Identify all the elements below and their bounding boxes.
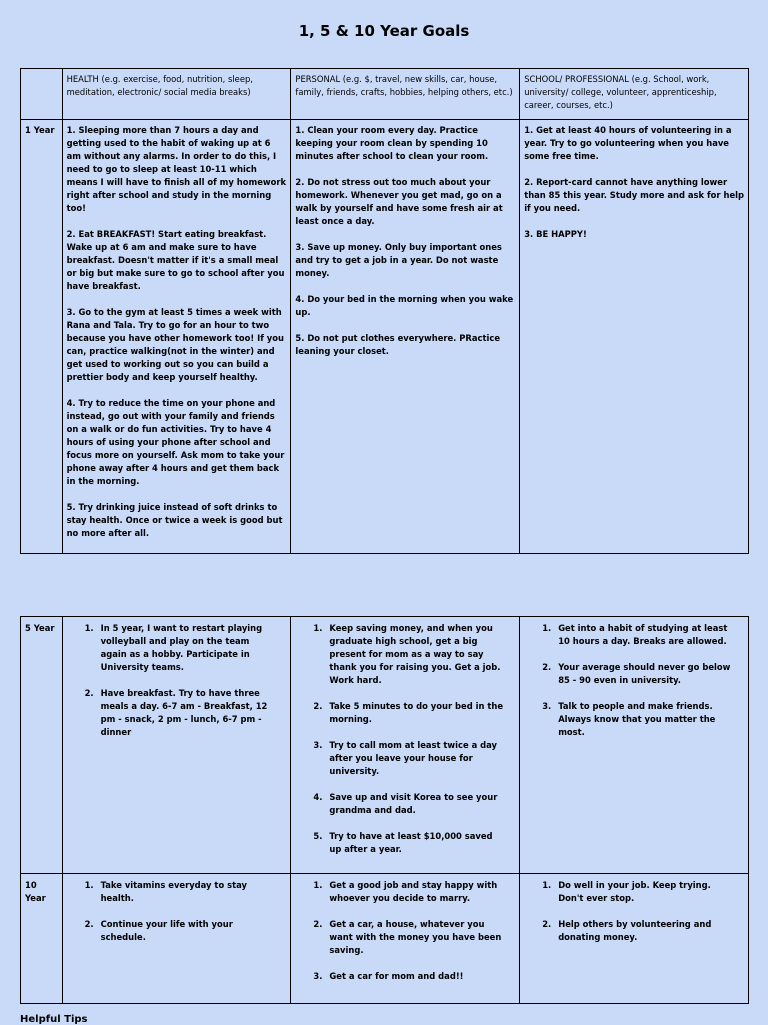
- list-item: 2. Your average should never go below 85 - 90 even in university.: [542, 662, 731, 685]
- cell-5-year-health: [62, 617, 291, 874]
- list-item: 3. Try to call mom at least twice a day after you leave your house for university.: [313, 740, 498, 776]
- list-item: 1. Keep saving money, and when you graduate high school, get a big present for mom as a way to say thank you for raising you. Get a job. Work hard.: [313, 623, 501, 685]
- list-item: 5. Try to have at least $10,000 saved up after a year.: [313, 831, 493, 854]
- list-item: 1. In 5 year, I want to restart playing volleyball and play on the team again as a hobby. Participate in University teams.: [84, 623, 263, 672]
- goal-item: 1. Sleeping more than 7 hours a day and getting used to the habit of waking up at 6 am without any alarms. In order to do this, I need to go to sleep at least 10-11 which means I will have to finish all of my homework right after school and study in the morning too!: [66, 125, 287, 213]
- row-label-5-year: 5 Year: [21, 617, 63, 874]
- goal-item: 3. BE HAPPY!: [524, 229, 587, 239]
- page-title: 1, 5 & 10 Year Goals: [298, 22, 470, 40]
- list-item: 1. Get into a habit of studying at least 10 hours a day. Breaks are allowed.: [542, 623, 728, 646]
- list-item: 1. Do well in your job. Keep trying. Don't ever stop.: [542, 880, 711, 903]
- list-item: 2. Get a car, a house, whatever you want with the money you have been saving.: [313, 919, 502, 955]
- goal-item: 3. Save up money. Only buy important ones and try to get a job in a year. Do not waste money.: [295, 242, 502, 278]
- cell-1-year-health: [62, 120, 291, 554]
- header-row: [21, 69, 749, 120]
- list-item: 3. Talk to people and make friends. Always know that you matter the most.: [542, 701, 716, 737]
- list-item: 1. Take vitamins everyday to stay health.: [84, 880, 247, 903]
- table-row-10-year: [21, 874, 749, 1004]
- goal-item: 4. Do your bed in the morning when you wake up.: [295, 294, 514, 317]
- header-empty-cell: [21, 69, 63, 120]
- goal-item: 1. Get at least 40 hours of volunteering in a year. Try to go volunteering when you have some free time.: [524, 125, 732, 161]
- cell-10-year-personal: [291, 874, 520, 1004]
- list-item: 4. Save up and visit Korea to see your grandma and dad.: [313, 792, 498, 815]
- goal-item: 2. Report-card cannot have anything lower than 85 this year. Study more and ask for help if you need.: [524, 177, 744, 213]
- goal-item: 5. Try drinking juice instead of soft drinks to stay health. Once or twice a week is good but no more after all.: [66, 502, 283, 538]
- list-item: 2. Help others by volunteering and donating money.: [542, 919, 712, 942]
- goal-item: 2. Do not stress out too much about your homework. Whenever you get mad, go on a walk by yourself and have some fresh air at least once a day.: [295, 177, 503, 226]
- cell-5-year-personal: [291, 617, 520, 874]
- goals-table-5-10-year: [20, 616, 749, 1004]
- list-item: 2. Continue your life with your schedule.: [84, 919, 233, 942]
- helpful-tips-heading: Helpful Tips: [20, 1014, 88, 1025]
- goal-item: 5. Do not put clothes everywhere. PRactice leaning your closet.: [295, 333, 501, 356]
- goal-item: 1. Clean your room every day. Practice keeping your room clean by spending 10 minutes after school to clean your room.: [295, 125, 489, 161]
- goal-item: 3. Go to the gym at least 5 times a week with Rana and Tala. Try to go for an hour to two because you have other homework too! If you can, practice walking(not in the winter) and get used to working out so you can build a prettier body and keep yourself healthy.: [66, 307, 284, 382]
- table-row-1-year: [21, 120, 749, 554]
- cell-10-year-school: [520, 874, 749, 1004]
- cell-1-year-personal: [291, 120, 520, 554]
- list-item: 1. Get a good job and stay happy with whoever you decide to marry.: [313, 880, 498, 903]
- list-item: 2. Have breakfast. Try to have three meals a day. 6-7 am - Breakfast, 12 pm - snack, 2 pm - lunch, 6-7 pm - dinner: [84, 688, 268, 737]
- row-label-10-year: 10 Year: [21, 874, 63, 1004]
- header-health: HEALTH (e.g. exercise, food, nutrition, sleep, meditation, electronic/ social media breaks): [62, 69, 291, 120]
- goal-item: 2. Eat BREAKFAST! Start eating breakfast. Wake up at 6 am and make sure to have breakfast. Doesn't matter if it's a small meal or big but make sure to go to school after you have breakfast.: [66, 229, 285, 291]
- row-label-1-year: 1 Year: [21, 120, 63, 554]
- table-row-5-year: [21, 617, 749, 874]
- list-item: 3. Get a car for mom and dad!!: [313, 971, 464, 981]
- header-personal: PERSONAL (e.g. $, travel, new skills, car, house, family, friends, crafts, hobbies, helping others, etc.): [291, 69, 520, 120]
- cell-10-year-health: [62, 874, 291, 1004]
- header-school: SCHOOL/ PROFESSIONAL (e.g. School, work, university/ college, volunteer, apprenticeship, career, courses, etc.): [520, 69, 749, 120]
- list-item: 2. Take 5 minutes to do your bed in the morning.: [313, 701, 504, 724]
- goals-table-1-year: [20, 68, 749, 554]
- cell-1-year-school: [520, 120, 749, 554]
- cell-5-year-school: [520, 617, 749, 874]
- goal-item: 4. Try to reduce the time on your phone and instead, go out with your family and friends on a walk or do fun activities. Try to have 4 hours of using your phone after school and focus more on yourself. Ask mom to take your phone away after 4 hours and get them back in the morning.: [66, 398, 285, 486]
